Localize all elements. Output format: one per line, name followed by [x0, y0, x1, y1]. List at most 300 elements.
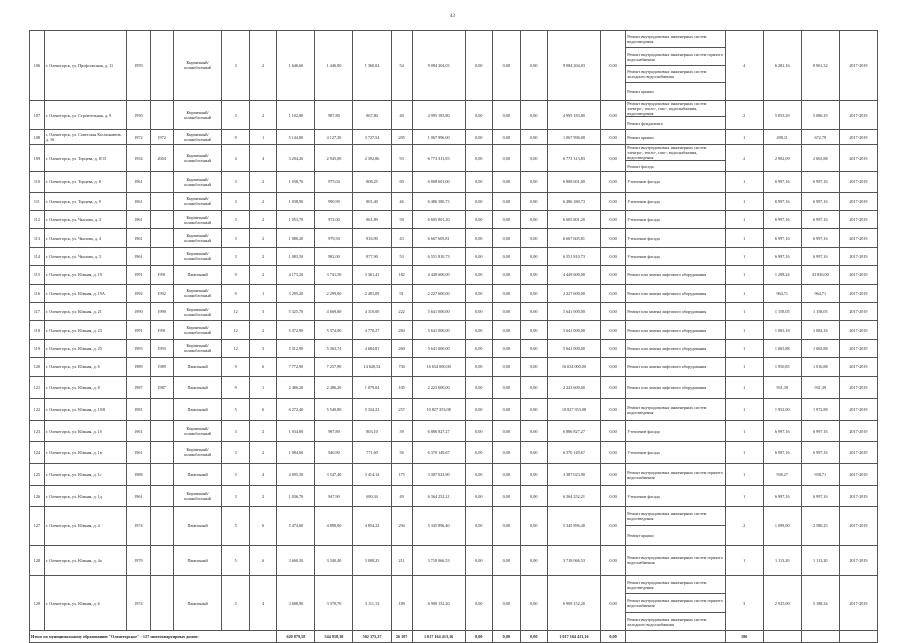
cost-local: 0,00	[520, 302, 547, 320]
owned-area: 4 854,22	[353, 506, 391, 545]
wall-material: Кирпичный/шлакоблочный	[173, 192, 222, 210]
row-number: 118	[30, 321, 45, 339]
cost-federal: 0,00	[465, 486, 492, 506]
cost-other: 0,00	[600, 486, 625, 506]
table-row	[30, 172, 878, 192]
work-type: Ремонт фундамента	[626, 116, 724, 129]
work-count: 1	[725, 421, 763, 441]
cost-federal: 0,00	[465, 266, 492, 284]
total-area: 1 038,76	[277, 172, 315, 192]
work-type: Утепление фасада	[627, 428, 660, 434]
cost-regional: 0,00	[493, 172, 520, 192]
year-commissioned: 1989	[150, 358, 173, 376]
living-area: 987,80	[315, 421, 353, 441]
works-list	[626, 302, 725, 320]
cost-owners: 6 667 605,81	[548, 229, 601, 247]
year-built: 1987	[127, 376, 150, 398]
works-subtable	[626, 31, 724, 100]
owned-area: 3 727,54	[353, 130, 391, 144]
year-built: 1989	[127, 358, 150, 376]
entrances: 6	[249, 545, 276, 575]
total-area: 6 272,40	[277, 398, 315, 420]
work-type: Ремонт или замена лифтового оборудования	[627, 309, 707, 315]
wall-material: Панельный	[173, 266, 222, 284]
address: г. Оленегорск, ул. Южная, д. 8	[44, 376, 126, 398]
cost-total: 9 084 204,03	[412, 31, 465, 101]
total-total-area: 620 879,58	[277, 631, 315, 643]
living-area: 972,00	[315, 211, 353, 229]
cost-local: 0,00	[520, 247, 547, 265]
works-list	[626, 229, 725, 247]
work-count: 1	[725, 302, 763, 320]
work-type: Ремонт внутридомовых инженерных систем водоотведения	[627, 579, 707, 590]
works-subtable	[626, 340, 724, 357]
table-row	[30, 302, 878, 320]
floors: 4	[222, 144, 249, 171]
cost-local: 0,00	[520, 266, 547, 284]
repair-period: 2017-2019	[839, 211, 877, 229]
cost-other: 0,00	[600, 266, 625, 284]
total-area: 3 688,90	[277, 576, 315, 631]
row-number: 114	[30, 247, 45, 265]
cost-other: 0,00	[600, 172, 625, 192]
table-row	[30, 229, 878, 247]
total-area: 5 372,90	[277, 321, 315, 339]
cost-total: 6 364 252,21	[412, 486, 465, 506]
unit-cost-max: 2 063,88	[801, 144, 839, 171]
unit-cost-max: 6 997,16	[801, 421, 839, 441]
works-list	[626, 266, 725, 284]
cost-owners: 3 387 023,90	[548, 464, 601, 486]
total-cost-other: 0,00	[600, 631, 625, 643]
cost-local: 0,00	[520, 545, 547, 575]
unit-cost: 6 997,16	[763, 211, 801, 229]
cost-total: 6 909 152,20	[412, 576, 465, 631]
cost-total: 3 387 023,90	[412, 464, 465, 486]
cost-other: 0,00	[600, 339, 625, 357]
entrances: 4	[249, 464, 276, 486]
floors: 5	[222, 398, 249, 420]
cost-total: 6 370 149,67	[412, 441, 465, 463]
floors: 9	[222, 358, 249, 376]
cost-owners: 4 995 183,80	[548, 100, 601, 130]
cost-other: 0,00	[600, 247, 625, 265]
floors: 3	[222, 421, 249, 441]
cost-federal: 0,00	[465, 506, 492, 545]
work-type: Ремонт внутридомовых инженерных систем водоотведения	[627, 34, 707, 45]
repair-period: 2017-2019	[839, 376, 877, 398]
residents: 43	[391, 229, 412, 247]
year-commissioned: 1991	[150, 321, 173, 339]
work-row	[626, 321, 724, 338]
work-type: Ремонт внутридомовых инженерных систем горячего водоснабжения	[627, 555, 723, 566]
cost-other: 0,00	[600, 211, 625, 229]
work-type: Ремонт внутридомовых инженерных систем горячего водоснабжения	[626, 48, 724, 65]
year-built: 1981	[127, 398, 150, 420]
work-type: Ремонт фасада	[626, 160, 724, 171]
repair-period: 2017-2019	[839, 266, 877, 284]
unit-cost: 2 902,09	[763, 144, 801, 171]
works-subtable	[626, 266, 724, 283]
row-number: 119	[30, 339, 45, 357]
cost-other: 0,00	[600, 130, 625, 144]
wall-material: Панельный	[173, 576, 222, 631]
unit-cost: 1 065,88	[763, 339, 801, 357]
table-row	[30, 144, 878, 171]
unit-cost: 1 065,18	[763, 321, 801, 339]
work-type: Ремонт крыши	[626, 83, 724, 100]
cost-regional: 0,00	[493, 486, 520, 506]
cost-owners: 6 886 827,27	[548, 421, 601, 441]
wall-material: Панельный	[173, 398, 222, 420]
table-row	[30, 130, 878, 144]
owned-area: 3 111,13	[353, 576, 391, 631]
works-list	[626, 376, 725, 398]
cost-regional: 0,00	[493, 441, 520, 463]
unit-cost: 6 997,16	[763, 486, 801, 506]
cost-federal: 0,00	[465, 376, 492, 398]
residents: 40	[391, 100, 412, 130]
floors: 5	[222, 506, 249, 545]
cost-other: 0,00	[600, 321, 625, 339]
works-subtable	[626, 421, 724, 440]
table-row	[30, 358, 878, 376]
total-works	[626, 631, 725, 643]
cost-owners: 6 486 380,73	[548, 192, 601, 210]
works-subtable	[626, 193, 724, 210]
cost-other: 0,00	[600, 358, 625, 376]
works-subtable	[626, 321, 724, 338]
cost-regional: 0,00	[493, 229, 520, 247]
living-area: 7 257,90	[315, 358, 353, 376]
works-subtable	[626, 211, 724, 228]
row-number: 128	[30, 545, 45, 575]
cost-local: 0,00	[520, 376, 547, 398]
unit-cost-max: 43 830,00	[801, 266, 839, 284]
entrances: 2	[249, 31, 276, 101]
work-count: 1	[725, 192, 763, 210]
residents: 49	[391, 486, 412, 506]
total-cost-local: 0,00	[520, 631, 547, 643]
owned-area: 14 620,52	[353, 358, 391, 376]
living-area: 2 299,00	[315, 284, 353, 302]
cost-total: 5 641 000,00	[412, 339, 465, 357]
cost-federal: 0,00	[465, 144, 492, 171]
work-type: Ремонт внутридомовых инженерных систем электро-, тепло-, газо-, водоснабжения, водоотведения	[627, 144, 707, 160]
works-subtable	[626, 546, 724, 575]
repair-period: 2017-2019	[839, 464, 877, 486]
residents: 59	[391, 211, 412, 229]
total-unit-cost	[763, 631, 801, 643]
year-commissioned	[150, 398, 173, 420]
cost-total: 6 605 801,20	[412, 211, 465, 229]
cost-owners: 5 641 000,00	[548, 339, 601, 357]
owned-area: 690,34	[353, 486, 391, 506]
table-row	[30, 192, 878, 210]
cost-local: 0,00	[520, 31, 547, 101]
cost-other: 0,00	[600, 545, 625, 575]
repair-period: 2017-2019	[839, 398, 877, 420]
entrances: 2	[249, 229, 276, 247]
entrances: 3	[249, 339, 276, 357]
owned-area: 5 334,23	[353, 398, 391, 420]
work-type: Утепление фасада	[627, 198, 660, 204]
total-cost-regional: 0,00	[493, 631, 520, 643]
entrances: 6	[249, 358, 276, 376]
address: г. Оленегорск, ул. Строительная, д. 9	[44, 100, 126, 130]
unit-cost-max: 6 997,16	[801, 229, 839, 247]
table-row	[30, 441, 878, 463]
cost-local: 0,00	[520, 192, 547, 210]
address: г. Оленегорск, ул. Советская Космонавтов, д. 16	[44, 130, 126, 144]
total-period	[839, 631, 877, 643]
residents: 56	[391, 441, 412, 463]
residents: 105	[391, 376, 412, 398]
cost-local: 0,00	[520, 100, 547, 130]
work-row	[626, 442, 724, 463]
unit-cost: 1 298,24	[763, 266, 801, 284]
total-area: 1 053,70	[277, 211, 315, 229]
unit-cost: 1 158,05	[763, 302, 801, 320]
cost-other: 0,00	[600, 144, 625, 171]
cost-regional: 0,00	[493, 211, 520, 229]
work-type: Ремонт или замена лифтового оборудования	[627, 345, 707, 351]
floors: 9	[222, 284, 249, 302]
year-built: 1961	[127, 211, 150, 229]
cost-local: 0,00	[520, 284, 547, 302]
repair-period: 2017-2019	[839, 100, 877, 130]
total-area: 5 325,70	[277, 302, 315, 320]
residents: 211	[391, 545, 412, 575]
cost-total: 1 067 996,00	[412, 130, 465, 144]
repair-period: 2017-2019	[839, 302, 877, 320]
total-area: 2 486,20	[277, 376, 315, 398]
wall-material: Кирпичный/шлакоблочный	[173, 284, 222, 302]
work-type: Ремонт внутридомовых инженерных систем горячего водоснабжения	[627, 469, 723, 480]
cost-total: 6 808 601,00	[412, 172, 465, 192]
cost-federal: 0,00	[465, 192, 492, 210]
wall-material: Кирпичный/шлакоблочный	[173, 211, 222, 229]
cost-other: 0,00	[600, 506, 625, 545]
year-commissioned: 1993	[150, 339, 173, 357]
works-subtable	[626, 377, 724, 398]
year-commissioned	[150, 247, 173, 265]
table-row	[30, 31, 878, 101]
living-area: 4 127,30	[315, 130, 353, 144]
cost-local: 0,00	[520, 321, 547, 339]
table-row	[30, 545, 878, 575]
floors: 3	[222, 192, 249, 210]
year-built: 1961	[127, 172, 150, 192]
works-list	[626, 144, 725, 171]
address: г. Оленегорск, ул. Чкалова, д. 4	[44, 229, 126, 247]
works-subtable	[626, 101, 724, 130]
living-area: 2 486,20	[315, 376, 353, 398]
year-built: 1990	[127, 302, 150, 320]
cost-federal: 0,00	[465, 302, 492, 320]
page-number: 43	[450, 14, 455, 19]
repair-period: 2017-2019	[839, 31, 877, 101]
row-number: 116	[30, 284, 45, 302]
works-list	[626, 130, 725, 144]
repair-period: 2017-2019	[839, 486, 877, 506]
cost-local: 0,00	[520, 358, 547, 376]
unit-cost: 1 098,90	[763, 506, 801, 545]
repair-period: 2017-2019	[839, 576, 877, 631]
entrances: 2	[249, 192, 276, 210]
table-row	[30, 339, 878, 357]
works-subtable	[626, 507, 724, 545]
cost-total: 2 223 600,00	[412, 376, 465, 398]
total-cost-owners: 1 017 164 413,16	[548, 631, 601, 643]
floors: 3	[222, 247, 249, 265]
cost-other: 0,00	[600, 302, 625, 320]
unit-cost-max: 5 188,34	[801, 576, 839, 631]
entrances: 2	[249, 321, 276, 339]
cost-other: 0,00	[600, 576, 625, 631]
cost-total: 16 634 000,00	[412, 358, 465, 376]
cost-regional: 0,00	[493, 144, 520, 171]
works-subtable	[626, 303, 724, 320]
residents: 60	[391, 172, 412, 192]
address: г. Оленегорск, ул. Южная, д. 1г	[44, 464, 126, 486]
cost-local: 0,00	[520, 576, 547, 631]
cost-regional: 0,00	[493, 284, 520, 302]
unit-cost: 6 997,16	[763, 247, 801, 265]
living-area: 5 363,74	[315, 339, 353, 357]
year-commissioned	[150, 441, 173, 463]
owned-area: 3 361,41	[353, 266, 391, 284]
work-row	[626, 285, 724, 302]
unit-cost: 498,11	[763, 130, 801, 144]
work-row	[626, 145, 724, 161]
year-built: 1992	[127, 284, 150, 302]
total-area: 4 173,20	[277, 266, 315, 284]
unit-cost: 1 113,20	[763, 545, 801, 575]
wall-material: Кирпичный/шлакоблочный	[173, 130, 222, 144]
row-number: 120	[30, 358, 45, 376]
owned-area: 803,10	[353, 421, 391, 441]
year-commissioned: 1972	[150, 130, 173, 144]
work-row	[626, 399, 724, 420]
year-built: 1991	[127, 321, 150, 339]
year-commissioned	[150, 486, 173, 506]
entrances: 1	[249, 130, 276, 144]
total-area: 5 474,60	[277, 506, 315, 545]
residents: 182	[391, 266, 412, 284]
work-type: Ремонт внутридомовых инженерных систем электро-, тепло-, газо-, водоснабжения, водоотведения	[627, 100, 707, 116]
row-number: 109	[30, 144, 45, 171]
address: г. Оленегорск, ул. Южная, д. 1д	[44, 486, 126, 506]
work-type: Ремонт внутридомовых инженерных систем водоотведения	[627, 404, 707, 415]
cost-owners: 3 718 066,53	[548, 545, 601, 575]
unit-cost-max: 1 113,20	[801, 545, 839, 575]
wall-material: Панельный	[173, 464, 222, 486]
work-type: Ремонт крыши	[626, 526, 724, 545]
cost-other: 0,00	[600, 192, 625, 210]
entrances: 4	[249, 576, 276, 631]
unit-cost: 931,39	[763, 376, 801, 398]
unit-cost: 6 997,16	[763, 192, 801, 210]
work-count: 1	[725, 441, 763, 463]
cost-local: 0,00	[520, 211, 547, 229]
cost-local: 0,00	[520, 229, 547, 247]
total-owned-area: 502 375,27	[353, 631, 391, 643]
work-type: Утепление фасада	[627, 235, 660, 241]
work-count: 2	[725, 100, 763, 130]
floors: 12	[222, 302, 249, 320]
cost-federal: 0,00	[465, 576, 492, 631]
work-count: 1	[725, 545, 763, 575]
cost-federal: 0,00	[465, 31, 492, 101]
cost-owners: 16 634 000,00	[548, 358, 601, 376]
owned-area: 808,25	[353, 172, 391, 192]
address: г. Оленегорск, ул. Южная, д. 6	[44, 576, 126, 631]
cost-regional: 0,00	[493, 247, 520, 265]
year-built: 1993	[127, 339, 150, 357]
address: г. Оленегорск, ул. Южная, д. 4	[44, 506, 126, 545]
table-row	[30, 266, 878, 284]
work-type: Ремонт внутридомовых инженерных систем холодного водоснабжения	[626, 65, 724, 82]
cost-regional: 0,00	[493, 506, 520, 545]
year-built: 1961	[127, 247, 150, 265]
year-commissioned	[150, 31, 173, 101]
work-row	[626, 421, 724, 440]
cost-local: 0,00	[520, 441, 547, 463]
owned-area: 2 392,86	[353, 144, 391, 171]
work-row	[626, 594, 724, 612]
work-type: Утепление фасада	[627, 179, 660, 185]
year-commissioned	[150, 211, 173, 229]
owned-area: 1 079,04	[353, 376, 391, 398]
wall-material: Кирпичный/шлакоблочный	[173, 229, 222, 247]
year-commissioned	[150, 421, 173, 441]
repair-period: 2017-2019	[839, 247, 877, 265]
cost-regional: 0,00	[493, 302, 520, 320]
unit-cost-max: 964,71	[801, 284, 839, 302]
cost-total: 6 773 313,83	[412, 144, 465, 171]
total-area: 1 080,20	[277, 229, 315, 247]
work-row	[626, 48, 724, 65]
works-list	[626, 441, 725, 463]
year-commissioned: 1987	[150, 376, 173, 398]
total-work-count: 186	[725, 631, 763, 643]
total-area: 1 034,80	[277, 421, 315, 441]
residents: 54	[391, 31, 412, 101]
works-list	[626, 172, 725, 192]
address: г. Оленегорск, ул. Южная, д. 21	[44, 302, 126, 320]
work-count: 1	[725, 321, 763, 339]
floors: 3	[222, 486, 249, 506]
row-number: 122	[30, 398, 45, 420]
work-count: 1	[725, 339, 763, 357]
work-count: 1	[725, 247, 763, 265]
wall-material: Кирпичный/шлакоблочный	[173, 302, 222, 320]
cost-regional: 0,00	[493, 545, 520, 575]
total-area: 1 036,70	[277, 486, 315, 506]
work-count: 1	[725, 266, 763, 284]
work-row	[626, 266, 724, 283]
owned-area: 861,89	[353, 211, 391, 229]
works-list	[626, 421, 725, 441]
living-area: 2 945,00	[315, 144, 353, 171]
work-type: Ремонт внутридомовых инженерных систем горячего водоснабжения	[626, 594, 724, 612]
floors: 5	[222, 545, 249, 575]
cost-regional: 0,00	[493, 321, 520, 339]
row-number: 127	[30, 506, 45, 545]
cost-federal: 0,00	[465, 358, 492, 376]
entrances: 2	[249, 421, 276, 441]
